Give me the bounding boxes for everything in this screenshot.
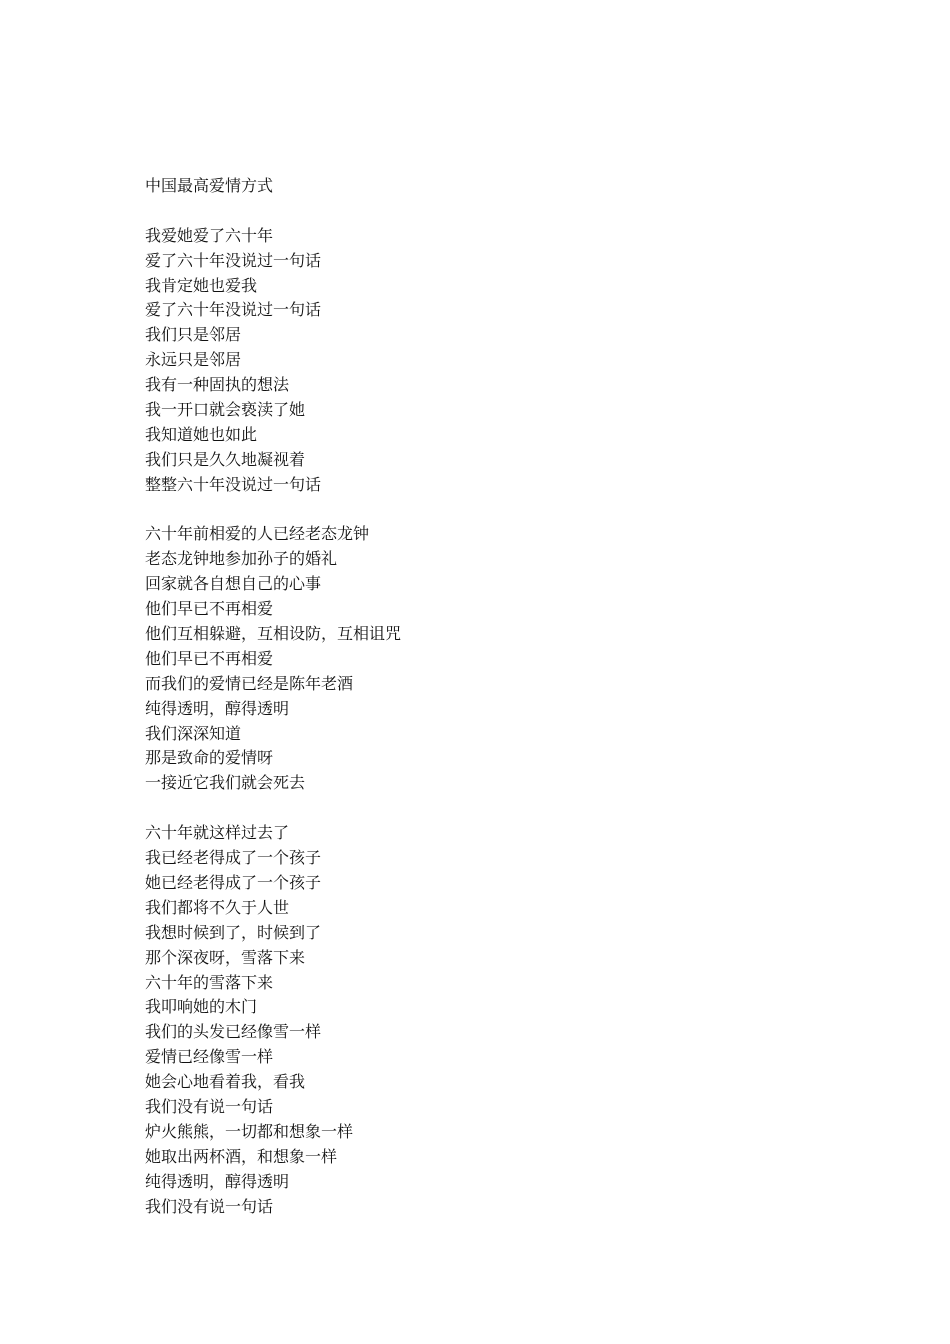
- poem-line: 我想时候到了，时候到了: [145, 922, 322, 942]
- poem-line: 她取出两杯酒，和想象一样: [145, 1146, 338, 1166]
- poem-line: 我们只是久久地凝视着: [145, 449, 306, 469]
- poem-line: 我叩响她的木门: [145, 997, 258, 1017]
- poem-line: 一接近它我们就会死去: [145, 773, 306, 793]
- stanza-2: [145, 522, 401, 796]
- poem-line: 我肯定她也爱我: [145, 275, 258, 295]
- poem-line: 我们只是邻居: [145, 325, 242, 345]
- poem-line: 爱情已经像雪一样: [145, 1047, 274, 1067]
- poem-line: 六十年前相爱的人已经老态龙钟: [145, 524, 370, 544]
- poem-line: 而我们的爱情已经是陈年老酒: [145, 673, 354, 693]
- poem-line: 我们的头发已经像雪一样: [145, 1022, 322, 1042]
- poem-line: 她已经老得成了一个孩子: [145, 872, 322, 892]
- poem-line: 爱了六十年没说过一句话: [145, 300, 322, 320]
- poem-title: 中国最高爱情方式: [145, 176, 274, 195]
- poem-line: 炉火熊熊，一切都和想象一样: [145, 1121, 354, 1141]
- poem-line: 老态龙钟地参加孙子的婚礼: [145, 549, 338, 569]
- poem-line: 回家就各自想自己的心事: [145, 574, 322, 594]
- poem-line: 她会心地看着我，看我: [145, 1072, 306, 1092]
- poem-line: 我们深深知道: [145, 723, 242, 743]
- poem-line: 我有一种固执的想法: [145, 375, 290, 395]
- stanza-gap: [145, 199, 401, 224]
- poem-line: 我们没有说一句话: [145, 1096, 274, 1116]
- poem-line: 他们互相躲避，互相设防，互相诅咒: [145, 624, 402, 644]
- poem-line: 我知道她也如此: [145, 424, 258, 444]
- poem-line: 我一开口就会亵渎了她: [145, 400, 306, 420]
- poem-line: 永远只是邻居: [145, 350, 242, 370]
- poem-line: 我已经老得成了一个孩子: [145, 848, 322, 868]
- stanza-gap: [145, 796, 401, 821]
- poem-line: 六十年就这样过去了: [145, 823, 290, 843]
- poem-line: 整整六十年没说过一句话: [145, 474, 322, 494]
- poem-line: 那是致命的爱情呀: [145, 748, 274, 768]
- poem-line: 纯得透明，醇得透明: [145, 1171, 290, 1191]
- stanza-1: [145, 224, 401, 498]
- poem-line: 爱了六十年没说过一句话: [145, 250, 322, 270]
- stanza-gap: [145, 498, 401, 523]
- poem-line: 那个深夜呀，雪落下来: [145, 947, 306, 967]
- poem-line: 我们没有说一句话: [145, 1196, 274, 1216]
- poem-line: 他们早已不再相爱: [145, 648, 274, 668]
- poem-line: 我们都将不久于人世: [145, 897, 290, 917]
- stanza-3: [145, 821, 401, 1219]
- poem-line: 六十年的雪落下来: [145, 972, 274, 992]
- poem-line: 我爱她爱了六十年: [145, 225, 274, 245]
- poem-body: [145, 174, 401, 1219]
- poem-line: 纯得透明，醇得透明: [145, 698, 290, 718]
- poem-line: 他们早已不再相爱: [145, 599, 274, 619]
